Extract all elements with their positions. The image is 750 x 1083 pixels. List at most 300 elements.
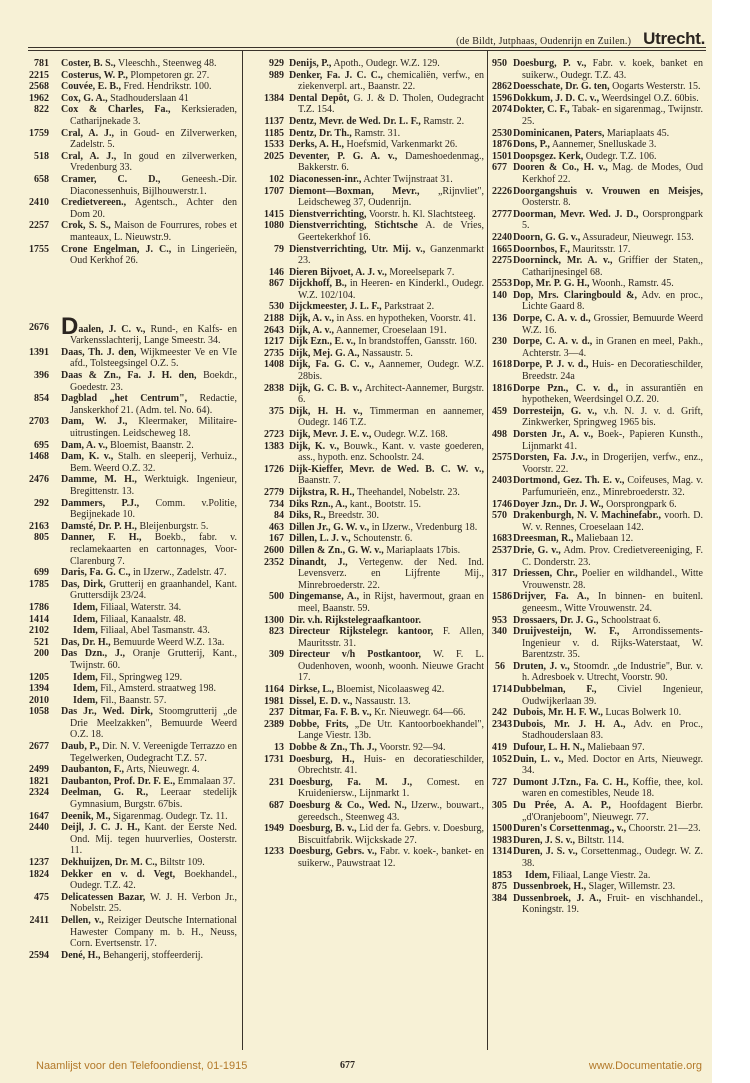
directory-entry — [248, 649, 484, 684]
phone-number: 292 — [34, 497, 49, 509]
directory-entry — [0, 244, 237, 267]
subscriber-name: Dokkum, J. D. C. v., — [513, 92, 600, 104]
phone-number: 305 — [492, 800, 507, 811]
subscriber-name: Dreesman, R., — [513, 533, 574, 545]
phone-number: 2324 — [29, 787, 49, 799]
phone-number: 734 — [269, 498, 284, 510]
entry-text — [513, 499, 703, 511]
subscriber-details: Poelier en wildhandel., Witte Vrouwenstr. 28. — [522, 568, 703, 591]
subscriber-name: Dienstverrichting, Utr. Mij. v., — [289, 243, 426, 255]
subscriber-name: Diemont—Boxman, Mevr., — [289, 185, 420, 197]
subscriber-details: Oudegr. W.Z. 168. — [373, 429, 448, 440]
entry-text — [289, 626, 484, 649]
phone-number: 1731 — [264, 753, 284, 765]
phone-number: 1665 — [492, 243, 512, 255]
directory-entry — [248, 626, 484, 649]
directory-entry — [0, 857, 237, 869]
directory-entry — [248, 823, 484, 846]
subscriber-name: Denijs, P., — [289, 58, 332, 69]
directory-entry — [0, 567, 237, 579]
subscriber-details: Vleeschh., Steenweg 48. — [117, 58, 217, 69]
phone-number: 1137 — [264, 115, 284, 127]
subscriber-details: Stoomgrutterij „de Drie Meelzakken", Bemuurde Weerd O.Z. 18. — [70, 706, 237, 741]
subscriber-details: Corsettenmag., Oudegr. W. Z. 38. — [522, 846, 703, 869]
subscriber-details: Fil., Baanstr. 57. — [100, 694, 167, 706]
column-divider — [487, 50, 488, 1050]
subscriber-details: Dameshoedenmag., Bakkerstr. 6. — [298, 150, 485, 174]
entry-text — [513, 104, 703, 127]
phone-number: 1052 — [492, 753, 512, 765]
directory-entry — [0, 151, 237, 174]
directory-entry — [248, 499, 484, 511]
phone-number: 1394 — [29, 683, 49, 695]
phone-number: 1726 — [264, 463, 284, 475]
directory-entry — [248, 545, 484, 557]
directory-entry — [248, 348, 484, 360]
phone-number: 658 — [34, 173, 49, 185]
subscriber-name: Daubanton, F., — [61, 764, 124, 776]
entry-text — [513, 81, 703, 93]
phone-number: 2226 — [492, 185, 512, 197]
subscriber-name: Daubanton, Prof. Dr. F. E., — [61, 775, 176, 787]
directory-entry — [492, 545, 703, 568]
phone-number: 340 — [492, 626, 507, 638]
entry-text — [513, 661, 703, 684]
directory-entry — [248, 742, 484, 754]
phone-number: 2838 — [264, 382, 284, 394]
subscriber-details: Kr. Nieuwegr. 64—66. — [374, 707, 466, 719]
subscriber-details: Geneesh.-Dir. Diaconessenhuis, Bijlhouwerstr.1. — [70, 173, 237, 197]
subscriber-name: Drie, G. v., — [513, 544, 561, 556]
phone-number: 2537 — [492, 544, 512, 556]
directory-entry — [248, 533, 484, 545]
subscriber-details: Theehandel, Nobelstr. 23. — [356, 486, 460, 498]
entry-text — [289, 128, 484, 140]
phone-number: 396 — [34, 370, 49, 382]
phone-number: 2410 — [29, 197, 49, 209]
entry-text — [61, 648, 237, 671]
phone-number: 102 — [269, 173, 284, 185]
phone-number: 1824 — [29, 868, 49, 880]
entry-text — [513, 429, 703, 452]
entry-text — [289, 278, 484, 301]
subscriber-name: Crone Engelman, J. C., — [61, 243, 172, 255]
subscriber-details: Leeraar stedelijk Gymnasium, Burgstr. 67bis. — [70, 787, 237, 811]
subscriber-details: Med. Doctor en Arts, Nieuwegr. 34. — [522, 753, 703, 777]
entry-text — [289, 707, 484, 719]
subscriber-details: Nassaustr. 5. — [362, 347, 413, 359]
entry-text — [61, 741, 237, 764]
phone-number: 1314 — [492, 846, 512, 858]
subscriber-name: Dijckmeester, J. L. F., — [289, 301, 382, 313]
directory-entry — [0, 174, 237, 197]
subscriber-details: Rund-, en Kalfs- en Varkensslachterij, Lange Smeestr. 34. — [70, 323, 237, 347]
column-divider — [242, 50, 243, 1050]
subscriber-name: Doesburg & Co., Wed. N., — [289, 800, 407, 811]
phone-number: 953 — [492, 614, 507, 626]
subscriber-details: Maison de Fourrures, robes et manteaux, L. Nieuwstr.9. — [70, 220, 238, 243]
entry-text — [61, 637, 237, 649]
entry-text — [61, 672, 237, 684]
subscriber-name: Doesburg, P. v., — [513, 58, 587, 69]
entry-text — [513, 893, 703, 916]
subscriber-details: Mauritsstr. 17. — [572, 243, 631, 255]
entry-text — [289, 464, 484, 487]
directory-entry — [492, 452, 703, 475]
section-initial: D — [61, 312, 79, 340]
phone-number: 1217 — [264, 336, 284, 348]
entry-text — [513, 707, 703, 719]
subscriber-name: Dam, K. v., — [61, 451, 114, 463]
entry-text — [61, 104, 237, 127]
subscriber-name: Doesburg, Gebrs. v., — [289, 846, 377, 858]
directory-entry — [0, 58, 237, 70]
phone-number: 687 — [269, 800, 284, 811]
phone-number: 2240 — [492, 231, 512, 243]
directory-entry — [0, 822, 237, 857]
phone-number: 2343 — [492, 718, 512, 730]
entry-text — [513, 800, 703, 823]
entry-text — [513, 186, 703, 209]
entry-text — [513, 139, 703, 151]
subscriber-details: Plompetoren gr. 27. — [130, 69, 210, 81]
directory-entry — [248, 800, 484, 823]
subscriber-details: in IJzerw., Vredenburg 18. — [371, 521, 478, 533]
subscriber-name: Dobbe & Zn., Th. J., — [289, 742, 377, 754]
directory-entry — [492, 58, 703, 81]
directory-entry — [0, 70, 237, 82]
entry-text — [289, 70, 484, 93]
subscriber-details: In goud en zilverwerken, Vredenburg 33. — [70, 150, 237, 174]
phone-number: 13 — [274, 742, 284, 754]
phone-number: 2677 — [29, 741, 49, 753]
entry-text — [513, 336, 703, 359]
directory-entry — [0, 104, 237, 127]
phone-number: 2163 — [29, 520, 49, 532]
directory-entry — [248, 487, 484, 499]
subscriber-name: Doesburg, H., — [289, 753, 355, 765]
directory-entry — [0, 532, 237, 567]
phone-number: 2215 — [29, 69, 49, 81]
subscriber-name: Dieren Bijvoet, A. J. v., — [289, 266, 387, 278]
entry-text — [289, 533, 484, 545]
subscriber-name: Dortmond, Gez. Th. E. v., — [513, 475, 625, 487]
subscriber-name: Idem, — [73, 671, 98, 683]
subscriber-details: „Rijnvliet", Leidscheweg 37, Oudenrijn. — [298, 185, 484, 209]
directory-entry — [0, 347, 237, 370]
subscriber-name: Deenik, M., — [61, 810, 111, 822]
subscriber-name: Dentz, Mevr. de Wed. Dr. L. F., — [289, 115, 421, 127]
entry-text — [513, 846, 703, 869]
subscriber-name: Daas & Zn., Fa. J. H. den, — [61, 370, 197, 382]
subscriber-name: Doorman, Mevr. Wed. J. D., — [513, 208, 639, 220]
directory-entry — [0, 625, 237, 637]
entry-text — [289, 591, 484, 614]
subscriber-details: Arrondissements-Ingenieur v. d. Rijks-Waterstaat, W. Barentzstr. 35. — [522, 626, 703, 661]
subscriber-name: Doopsgez. Kerk, — [513, 150, 584, 162]
phone-number: 2389 — [264, 718, 284, 730]
phone-number: 2440 — [29, 822, 49, 834]
entry-text — [289, 846, 484, 869]
phone-number: 2600 — [264, 544, 284, 556]
directory-entry — [248, 359, 484, 382]
entry-text — [513, 835, 703, 847]
entry-text — [513, 278, 703, 290]
subscriber-details: Dir. N. V. Vereenigde Terrazzo en Tegelwerken, Oudegracht T.Z. 57. — [70, 741, 237, 764]
subscriber-name: Drossaers, Dr. J. G., — [513, 614, 599, 626]
subscriber-details: Woonh., Ramstr. 45. — [591, 278, 674, 290]
phone-number: 136 — [492, 313, 507, 325]
subscriber-details: Schoutenstr. 6. — [353, 533, 413, 545]
subscriber-details: Bloemist, Nicolaasweg 42. — [336, 684, 445, 696]
entry-text — [61, 695, 237, 707]
directory-entry — [0, 892, 237, 915]
entry-text — [513, 591, 703, 614]
subscriber-details: Filiaal, Abel Tasmanstr. 43. — [100, 625, 210, 637]
entry-text — [61, 521, 237, 533]
subscriber-details: voorh. D. W. v. Rennes, Croeselaan 142. — [522, 510, 703, 533]
subscriber-details: Stoomdr. „de Industrie", Bur. v. h. Adresboek v. Utrecht, Voorstr. 90. — [522, 660, 704, 684]
phone-number: 1468 — [29, 451, 49, 463]
directory-entry — [492, 742, 703, 754]
directory-entry — [492, 661, 703, 684]
entry-text — [289, 823, 484, 846]
subscriber-name: Doorgangshuis v. Vrouwen en Meisjes, — [513, 185, 703, 197]
subscriber-name: Dons, P., — [513, 139, 550, 151]
phone-number: 2553 — [492, 278, 512, 290]
subscriber-name: Dubois, Mr. H. F. W., — [513, 707, 603, 719]
entry-text — [289, 510, 484, 522]
directory-entry — [248, 777, 484, 800]
directory-entry — [492, 719, 703, 742]
subscriber-details: in assurantiën en hypotheken, Weerdsingel O.Z. 20. — [522, 382, 704, 406]
phone-number: 200 — [34, 648, 49, 660]
subscriber-name: Dumont J.Tzn., Fa. C. H., — [513, 776, 629, 788]
entry-text — [513, 510, 703, 533]
directory-entry — [0, 521, 237, 533]
entry-text — [61, 151, 237, 174]
subscriber-name: Daub, P., — [61, 741, 100, 753]
entry-text — [289, 325, 484, 337]
directory-entry — [492, 707, 703, 719]
directory-entry — [0, 498, 237, 521]
directory-entry — [0, 93, 237, 105]
phone-number: 317 — [492, 568, 507, 580]
subscriber-name: Ditmar, Fa. F. B. v., — [289, 707, 372, 719]
subscriber-name: Dirkse, L., — [289, 684, 334, 696]
subscriber-details: Huis- en decoratieschilder, Obrechtstr. 41. — [298, 753, 484, 777]
entry-text — [289, 116, 484, 128]
directory-entry — [248, 406, 484, 429]
directory-entry — [492, 684, 703, 707]
phone-number: 1821 — [29, 775, 49, 787]
subscriber-details: Voorstr. 92—94. — [379, 742, 446, 754]
phone-number: 242 — [492, 707, 507, 719]
subscriber-name: Dop, Mrs. Claringbould &, — [513, 289, 637, 301]
directory-entry — [492, 591, 703, 614]
phone-number: 2703 — [29, 416, 49, 428]
entry-text — [61, 614, 237, 626]
directory-entry — [0, 416, 237, 439]
phone-number: 1185 — [264, 127, 284, 139]
directory-entry — [248, 522, 484, 534]
subscriber-details: Fruit- en vischhandel., Koningstr. 19. — [522, 892, 704, 916]
entry-text — [61, 370, 237, 393]
subscriber-name: Damsté, Dr. P. H., — [61, 520, 137, 532]
subscriber-details: Mariaplaats 17bis. — [386, 544, 461, 556]
entry-text — [61, 869, 237, 892]
entry-text — [61, 764, 237, 776]
phone-number: 463 — [269, 521, 284, 533]
subscriber-details: Grutterij en graanhandel, Kant. Gruttersdijk 23/24. — [70, 578, 237, 602]
entry-text — [289, 684, 484, 696]
directory-entry — [248, 116, 484, 128]
subscriber-details: Fil., Springweg 129. — [100, 671, 183, 683]
entry-text — [513, 870, 703, 882]
subscriber-details: Aannemer, Oudegr. W.Z. 28bis. — [298, 359, 484, 383]
directory-entry — [492, 823, 703, 835]
subscriber-details: Hoefsmid, Varkenmarkt 26. — [346, 139, 458, 151]
entry-text — [513, 452, 703, 475]
subscriber-name: Dammers, P.J., — [61, 497, 140, 509]
phone-number: 375 — [269, 405, 284, 417]
phone-number: 79 — [274, 243, 284, 255]
directory-entry — [248, 383, 484, 406]
directory-entry — [492, 278, 703, 290]
entry-text — [513, 151, 703, 163]
directory-entry — [248, 70, 484, 93]
subscriber-details: in Heeren- en Kinderkl., Oudegr. W.Z. 102/104. — [298, 278, 484, 301]
phone-number: 2411 — [29, 914, 49, 926]
phone-number: 2643 — [264, 324, 284, 336]
directory-entry — [492, 777, 703, 800]
phone-number: 521 — [34, 636, 49, 648]
header-rule — [28, 50, 706, 51]
entry-text — [61, 822, 237, 857]
subscriber-details: Vertegenw. der Ned. Ind. Levensverz. en Lijfrente Mij., Minrebroederstr. 22. — [298, 556, 485, 591]
subscriber-name: Couvée, E. B., — [61, 81, 121, 93]
subscriber-details: Sigarenmag. Oudegr. Tz. 11. — [112, 810, 228, 822]
column-2 — [248, 58, 484, 870]
subscriber-details: Coifeuses, Mag. v. Parfumurieën, enz., Minrebroederstr. 32. — [522, 475, 703, 498]
subscriber-details: in Ass. en hypotheken, Voorstr. 41. — [336, 313, 476, 325]
entry-text — [289, 615, 484, 627]
subscriber-details: W. J. H. Verbon Jr., Nobelstr. 25. — [70, 891, 237, 915]
entry-text — [513, 93, 703, 105]
subscriber-name: Doornbos, F., — [513, 243, 570, 255]
directory-entry — [248, 186, 484, 209]
entry-text — [513, 58, 703, 81]
directory-entry — [0, 220, 237, 243]
phone-number: 1786 — [29, 601, 49, 613]
phone-number: 823 — [269, 626, 284, 638]
entry-text — [61, 625, 237, 637]
subscriber-name: Doorn, G. G. v., — [513, 231, 581, 243]
footer-site: www.Documentatie.org — [588, 1060, 702, 1072]
subscriber-name: Druijvesteijn, W. F., — [513, 626, 620, 638]
directory-entry — [492, 754, 703, 777]
subscriber-details: in Lingerieën, Oud Kerkhof 26. — [70, 243, 238, 267]
subscriber-details: G. J. & D. Tholen, Oudegracht T.Z. 154. — [298, 92, 485, 116]
entry-text — [289, 220, 484, 243]
subscriber-details: Boek-, Papieren Kunsth., Lijnmarkt 41. — [522, 429, 703, 452]
subscriber-details: Aannemer, Snelluskade 3. — [551, 139, 657, 151]
directory-entry — [248, 313, 484, 325]
directory-entry — [0, 915, 237, 950]
subscriber-details: Hoofdagent Bierbr. „d'Oranjeboom", Nieuwegr. 77. — [522, 800, 704, 823]
phone-number: 1618 — [492, 359, 512, 371]
directory-entry — [492, 209, 703, 232]
subscriber-details: Oorsprongpark 6. — [606, 498, 677, 510]
entry-text — [61, 706, 237, 741]
subscriber-details: Adv. en Proc., Stadhouderslaan 83. — [522, 718, 704, 742]
subscriber-name: Diaconessen-inr., — [289, 173, 362, 185]
directory-entry — [492, 244, 703, 256]
subscriber-name: Das, Dirk, — [61, 578, 106, 590]
phone-number: 1586 — [492, 591, 512, 603]
subscriber-details: Bloemist, Baanstr. 2. — [110, 439, 194, 451]
subscriber-name: Directeur v/h Postkantoor, — [289, 649, 422, 661]
phone-number: 309 — [269, 649, 284, 661]
phone-number: 1058 — [29, 706, 49, 718]
directory-entry — [248, 325, 484, 337]
phone-number: 518 — [34, 150, 49, 162]
directory-entry — [492, 383, 703, 406]
subscriber-details: Biltstr 109. — [159, 857, 205, 868]
subscriber-details: Slager, Willemstr. 23. — [588, 881, 676, 893]
phone-number: 2403 — [492, 475, 512, 487]
subscriber-details: Stadhouderslaan 41 — [110, 92, 189, 104]
directory-entry — [0, 451, 237, 474]
entry-text — [61, 244, 237, 267]
subscriber-details: Agentsch., Achter den Dom 20. — [70, 197, 237, 220]
directory-entry — [0, 614, 237, 626]
phone-number: 1080 — [264, 220, 284, 232]
directory-entry — [492, 835, 703, 847]
phone-number: 167 — [269, 533, 284, 545]
directory-entry — [0, 637, 237, 649]
subscriber-name: Dop, Mr. P. G. H., — [513, 278, 590, 290]
entry-text — [513, 406, 703, 429]
subscriber-details: Arts, Nieuwegr. 4. — [125, 764, 200, 776]
subscriber-details: Fabr. v. koek, banket en suikerw., Oudegr. T.Z. 43. — [522, 58, 703, 81]
subscriber-name: Dubbelman, F., — [513, 684, 597, 696]
directory-entry — [248, 244, 484, 267]
subscriber-details: Oranje Grutterij, Kant., Twijnstr. 60. — [70, 648, 237, 671]
directory-entry — [492, 510, 703, 533]
directory-entry — [492, 232, 703, 244]
directory-entry — [248, 557, 484, 592]
directory-entry — [248, 267, 484, 279]
entry-text — [513, 313, 703, 336]
subscriber-details: Kant. der Eerste Ned. Ond. Mij. tegen huurverlies, Oosterstr. 11. — [70, 822, 237, 857]
subscriber-details: Fred. Hendrikstr. 100. — [123, 81, 212, 93]
subscriber-name: Dagblad „het Centrum", — [61, 393, 188, 405]
phone-number: 2723 — [264, 429, 284, 440]
column-3 — [492, 58, 703, 916]
directory-entry — [248, 615, 484, 627]
subscriber-name: Dorresteijn, G. v., — [513, 405, 597, 417]
subscriber-details: Maliebaan 97. — [587, 742, 645, 754]
phone-number: 500 — [269, 591, 284, 603]
phone-number: 2102 — [29, 625, 49, 637]
subscriber-name: Credietvereen., — [61, 197, 127, 209]
subscriber-name: Dekhuijzen, Dr. M. C., — [61, 857, 158, 868]
subscriber-details: Redactie, Janskerkhof 21. (Adm. tel. No. 64). — [70, 393, 237, 416]
subscriber-name: Dorsten, Fa. J.v., — [513, 452, 588, 464]
subscriber-name: Dobbe, Frits, — [289, 718, 349, 730]
directory-entry — [492, 893, 703, 916]
